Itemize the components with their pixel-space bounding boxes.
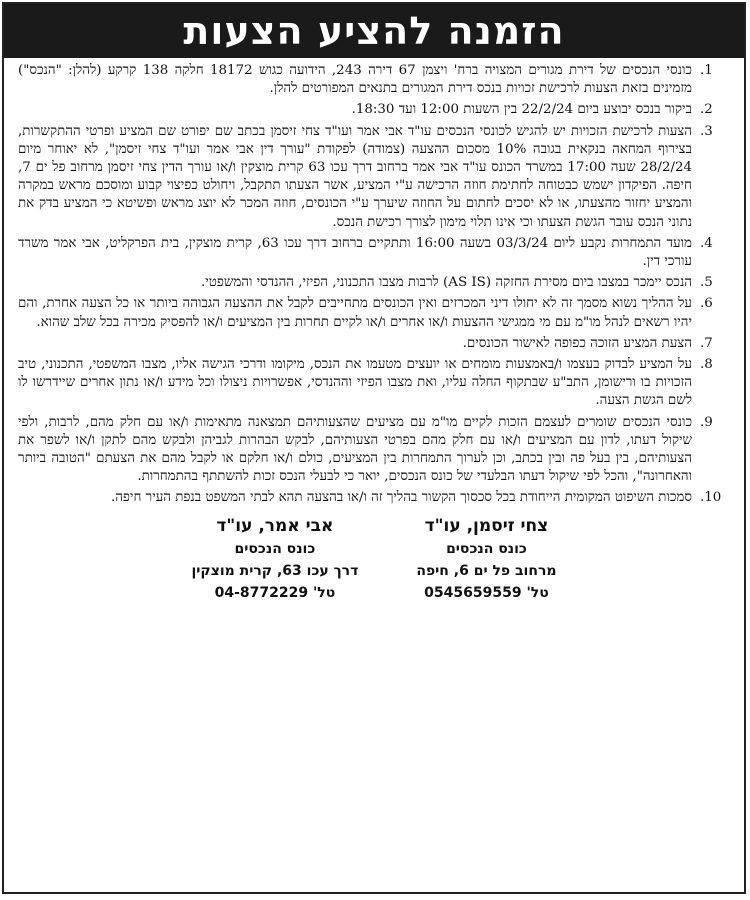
item-text: כונסי הנכסים שומרים לעצמם הזכות לקיים מו"מ עם מציעים שהצעותיהם תמצאנה מתאימות ו/או עם חלק מהם, לרבות, ולפי שיקול דעתו, לדון עם המציעים ו/או עם חלק מהם בפרטי הצעותיהם, לבקש הבהרות לגביהן ולבקש מהם לתקן ו/או לשפר את הצעותיהם, בין בעל פה ובין בכתב, וכן לערוך התמחרות בין המציעים, כולם ו/או חלקם או לקבל מהם את הצעתם "הטובה ביותר והאחרונה", והכל לפי שיקול דעתו הבלעדי של כונס הנכסים, יואר כי לבעלי הנכס זכות להשתתף בהתמחרות. <box>18 414 692 485</box>
signer-name: אבי אמר, עו"ד <box>216 515 334 536</box>
notice-item-1 <box>18 62 713 98</box>
item-number: .9 <box>700 414 713 430</box>
item-text: הצעת המציע הזוכה כפופה לאישור הכונסים. <box>462 335 692 351</box>
item-number: .10 <box>700 490 722 506</box>
notice-item-7 <box>18 335 713 353</box>
item-number: .5 <box>700 275 713 291</box>
signer-role: כונס הנכסים <box>234 540 316 557</box>
notice-item-3 <box>18 123 713 232</box>
item-text: הצעות לרכישת הזכויות יש להגיש לכונסי הנכסים עו"ד אבי אמר ועו"ד צחי זיסמן בכתב שם יפורט שם המציע ופרטי ההתקשרות, בצירוף המחאה בנקאית בגובה 10% מסכום ההצעה (צמודה) לפקודת "עורך דין אבי אמר ועו"ד צחי זיסמן", לא יאוחר מיום 28/2/24 שעה 17:00 במשרד הכונס עו"ד אבי אמר ברחוב דרך עכו 63 קרית מוצקין ו/או עורך הדין צחי זיסמן מרחוב פל ים 7, חיפה. הפיקדון ישמש כבטוחה לחתימת חוזה הרכישה ע"י המציע, אשר הצעתו תתקבל, ויחולט כפיצוי קבוע ומוסכם מראש במקרה והמציע יחזור מהצעתו, או לא יסכים לחתום על החוזה שיערך ע"י הכונסים, חוזה המכר לא יוצג מראש ופשיטא כי המציע בדק את נתוני הנכס עובר הגשת הצעתו וכי אינו תלוי מימון לצורך רכישת הנכס. <box>18 123 693 230</box>
item-number: .1 <box>700 63 713 78</box>
notice-items <box>4 62 744 508</box>
item-number: .6 <box>700 296 713 312</box>
item-text: סמכות השיפוט המקומית הייחודת בכל סכסוך הקשור בהליך זה ו/או בהצעה תהא לבתי המשפט בנפת העיר חיפה. <box>110 490 692 506</box>
notice-item-9 <box>18 414 713 487</box>
item-text: מועד התמחרות נקבע ליום 03/3/24 בשעה 16:00 ותתקיים ברחוב דרך עכו 63, קרית מוצקין, בית הפרקליט, אבי אמר משרד עורכי דין. <box>18 235 692 270</box>
signature-zisman <box>416 514 556 604</box>
signer-phone: טל' 0545659559 <box>424 584 549 601</box>
item-text: הנכס יימכר במצבו ביום מסירת החזקה (AS IS) לרבות מצבו התכנוני, הפיזי, ההנדסי והמשפטי. <box>201 275 692 291</box>
item-number: .3 <box>700 123 713 139</box>
item-text: על המציע לבדוק בעצמו ו/באמצעות מומחים או יועצים מטעמו את הנכס, מיקומו ודרכי הגישה אליו, מצבו המשפטי, התכנוני, טיב הזכויות בו ורישומן, התב"ע שבתקוף החלה עליו, ואת מצבו הפיזי וההנדסי, אפשרויות ניצולו וכל מידע ו/או נתון אחרים שיידרשו לו לשם הגשת הצעה. <box>18 357 692 409</box>
signature-block <box>4 514 744 604</box>
notice-item-5 <box>18 274 713 292</box>
notice-title: הזמנה להציע הצעות <box>183 9 565 53</box>
title-bar <box>4 4 744 58</box>
notice-item-2 <box>18 101 713 119</box>
notice-item-4 <box>18 235 713 271</box>
item-number: .4 <box>700 235 713 251</box>
notice-item-10 <box>18 489 722 507</box>
item-text: כונסי הנכסים של דירת מגורים המצויה ברח' ויצמן 67 דירה 243, הידועה כגוש 18172 חלקה 138 קרקע (להלן: "הנכס") מזמינים בזאת הצעות לרכישת זכויות בנכס דירת המגורים בתנאים המפורטים להלן. <box>18 63 692 97</box>
item-number: .8 <box>700 357 713 373</box>
signer-name: צחי זיסמן, עו"ד <box>424 515 549 536</box>
item-number: .7 <box>700 335 713 351</box>
signer-address: מרחוב פל ים 6, חיפה <box>416 562 557 579</box>
signature-amar <box>191 514 358 604</box>
item-text: ביקור בנכס יבוצע ביום 22/2/24 בין השעות 12:00 ועד 18:30. <box>351 102 692 118</box>
item-number: .2 <box>700 102 713 118</box>
notice-page <box>2 2 746 894</box>
notice-item-6 <box>18 295 713 331</box>
signer-phone: טל' 04-8772229 <box>214 584 336 601</box>
signer-address: דרך עכו 63, קרית מוצקין <box>191 562 359 579</box>
item-text: על ההליך נשוא מסמך זה לא יחולו דיני המכרזים ואין הכונסים מתחייבים לקבל את ההצעה הגבוהה ביותר או כל הצעה אחרת, והם יהיו רשאים לנהל מו"מ עם מי ממגישי ההצעות ו/או אחרים ו/או לקיים תחרות בין המציעים ו/או להפסיק מכירה בכל שלב שהוא. <box>18 296 692 330</box>
notice-item-8 <box>18 356 713 411</box>
signer-role: כונס הנכסים <box>446 540 527 557</box>
